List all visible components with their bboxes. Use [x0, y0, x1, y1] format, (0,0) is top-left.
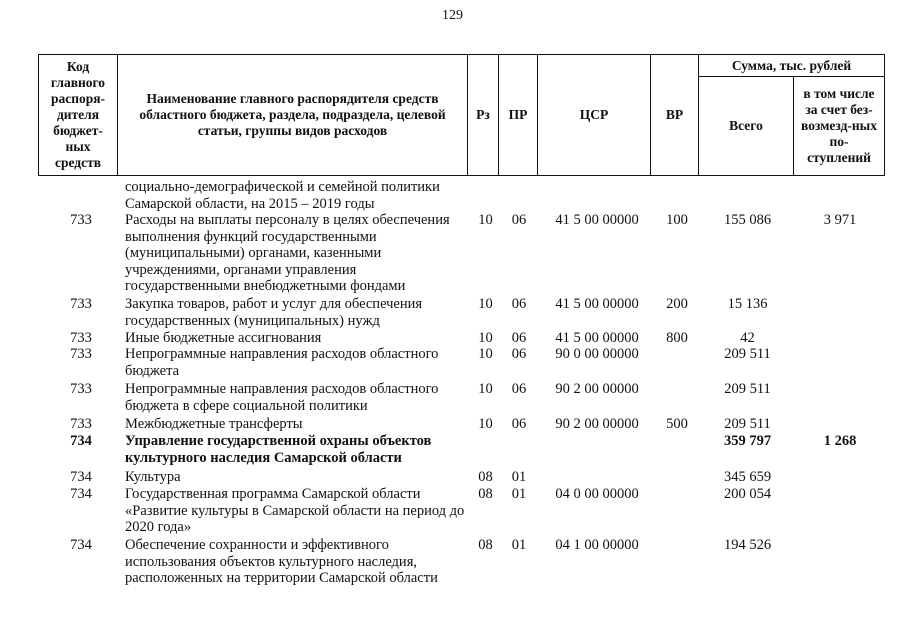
header-sum-cell	[698, 54, 885, 77]
header-rz-cell	[467, 54, 499, 176]
row-pr: 06	[511, 381, 527, 397]
header-vr-cell	[650, 54, 699, 176]
row-code: 733	[70, 212, 92, 228]
page-number: 129	[442, 8, 463, 23]
row-total: 209 511	[724, 346, 771, 362]
row-pr: 06	[511, 296, 527, 312]
row-name: Непрограммные направления расходов областного бюджета	[125, 346, 439, 379]
row-rz: 10	[478, 416, 493, 432]
row-pr: 06	[511, 416, 527, 432]
header-csr: ЦСР	[579, 107, 609, 122]
row-csr: 04 1 00 00000	[555, 537, 639, 553]
row-vr: 500	[666, 416, 688, 432]
row-csr: 04 0 00 00000	[555, 486, 639, 502]
row-vr: 100	[666, 212, 688, 228]
row-pr: 01	[511, 486, 527, 502]
row-rz: 08	[478, 469, 493, 485]
row-rz: 10	[478, 346, 493, 362]
row-pr: 01	[511, 537, 527, 553]
row-code: 734	[70, 433, 92, 449]
row-csr: 41 5 00 00000	[555, 296, 639, 312]
row-free: 3 971	[823, 212, 857, 228]
row-rz: 08	[478, 537, 493, 553]
row-total: 209 511	[724, 416, 771, 432]
row-total: 200 054	[723, 486, 772, 502]
row-total: 194 526	[723, 537, 772, 553]
row-total: 15 136	[727, 296, 768, 312]
row-name: социально-демографической и семейной политики Самарской области, на 2015 – 2019 годы	[125, 179, 440, 212]
row-name: Закупка товаров, работ и услуг для обеспечения государственных (муниципальных) нужд	[125, 296, 423, 329]
row-free: 1 268	[823, 433, 857, 449]
header-total: Всего	[729, 118, 763, 133]
row-rz: 10	[478, 381, 493, 397]
header-pr: ПР	[508, 107, 528, 122]
row-total: 345 659	[723, 469, 772, 485]
header-rz: Рз	[476, 107, 490, 122]
row-code: 733	[70, 330, 92, 346]
row-name: Обеспечение сохранности и эффективного использования объектов культурного наследия, расположенных на территории Самарской области	[125, 537, 438, 586]
row-pr: 06	[511, 330, 527, 346]
header-name-cell	[117, 54, 468, 176]
row-rz: 10	[478, 212, 493, 228]
row-name: Управление государственной охраны объектов культурного наследия Самарской области	[125, 433, 432, 466]
row-vr: 800	[666, 330, 688, 346]
row-code: 733	[70, 381, 92, 397]
row-rz: 08	[478, 486, 493, 502]
header-pr-cell	[498, 54, 538, 176]
row-code: 733	[70, 416, 92, 432]
row-name: Иные бюджетные ассигнования	[125, 330, 322, 346]
row-code: 734	[70, 486, 92, 502]
row-pr: 06	[511, 212, 527, 228]
row-name: Культура	[125, 469, 181, 485]
row-csr: 90 0 00 00000	[555, 346, 639, 362]
row-rz: 10	[478, 330, 493, 346]
row-pr: 01	[511, 469, 527, 485]
row-csr: 90 2 00 00000	[555, 416, 639, 432]
header-csr-cell	[537, 54, 651, 176]
header-name: Наименование главного распорядителя средств областного бюджета, раздела, подраздела, целевой статьи, группы видов расходов	[139, 91, 446, 138]
row-name: Межбюджетные трансферты	[125, 416, 303, 432]
row-pr: 06	[511, 346, 527, 362]
header-free-cell	[793, 76, 885, 176]
row-code: 733	[70, 346, 92, 362]
row-csr: 41 5 00 00000	[555, 330, 639, 346]
header-free: в том числе за счет без-возмезд-ных по-ступлений	[801, 86, 877, 165]
header-total-cell	[698, 76, 794, 176]
row-csr: 41 5 00 00000	[555, 212, 639, 228]
row-code: 734	[70, 537, 92, 553]
row-name: Государственная программа Самарской области «Развитие культуры в Самарской области на период до 2020 года»	[125, 486, 465, 535]
row-vr: 200	[666, 296, 688, 312]
row-rz: 10	[478, 296, 493, 312]
row-total: 209 511	[724, 381, 771, 397]
row-total: 155 086	[723, 212, 772, 228]
header-sum: Сумма, тыс. рублей	[731, 57, 852, 73]
row-name: Расходы на выплаты персоналу в целях обеспечения выполнения функций государственными (муниципальными) органами, казенными учреждениями, органами управления государственными внебюджетными фондами	[125, 212, 450, 294]
row-name: Непрограммные направления расходов областного бюджета в сфере социальной политики	[125, 381, 439, 414]
row-code: 733	[70, 296, 92, 312]
row-code: 734	[70, 469, 92, 485]
row-csr: 90 2 00 00000	[555, 381, 639, 397]
row-total: 359 797	[723, 433, 772, 449]
header-vr: ВР	[665, 107, 684, 122]
header-code: Код главного распоря-дителя бюджет-ных средств	[50, 59, 106, 170]
header-code-cell	[38, 54, 118, 176]
row-total: 42	[740, 330, 755, 346]
